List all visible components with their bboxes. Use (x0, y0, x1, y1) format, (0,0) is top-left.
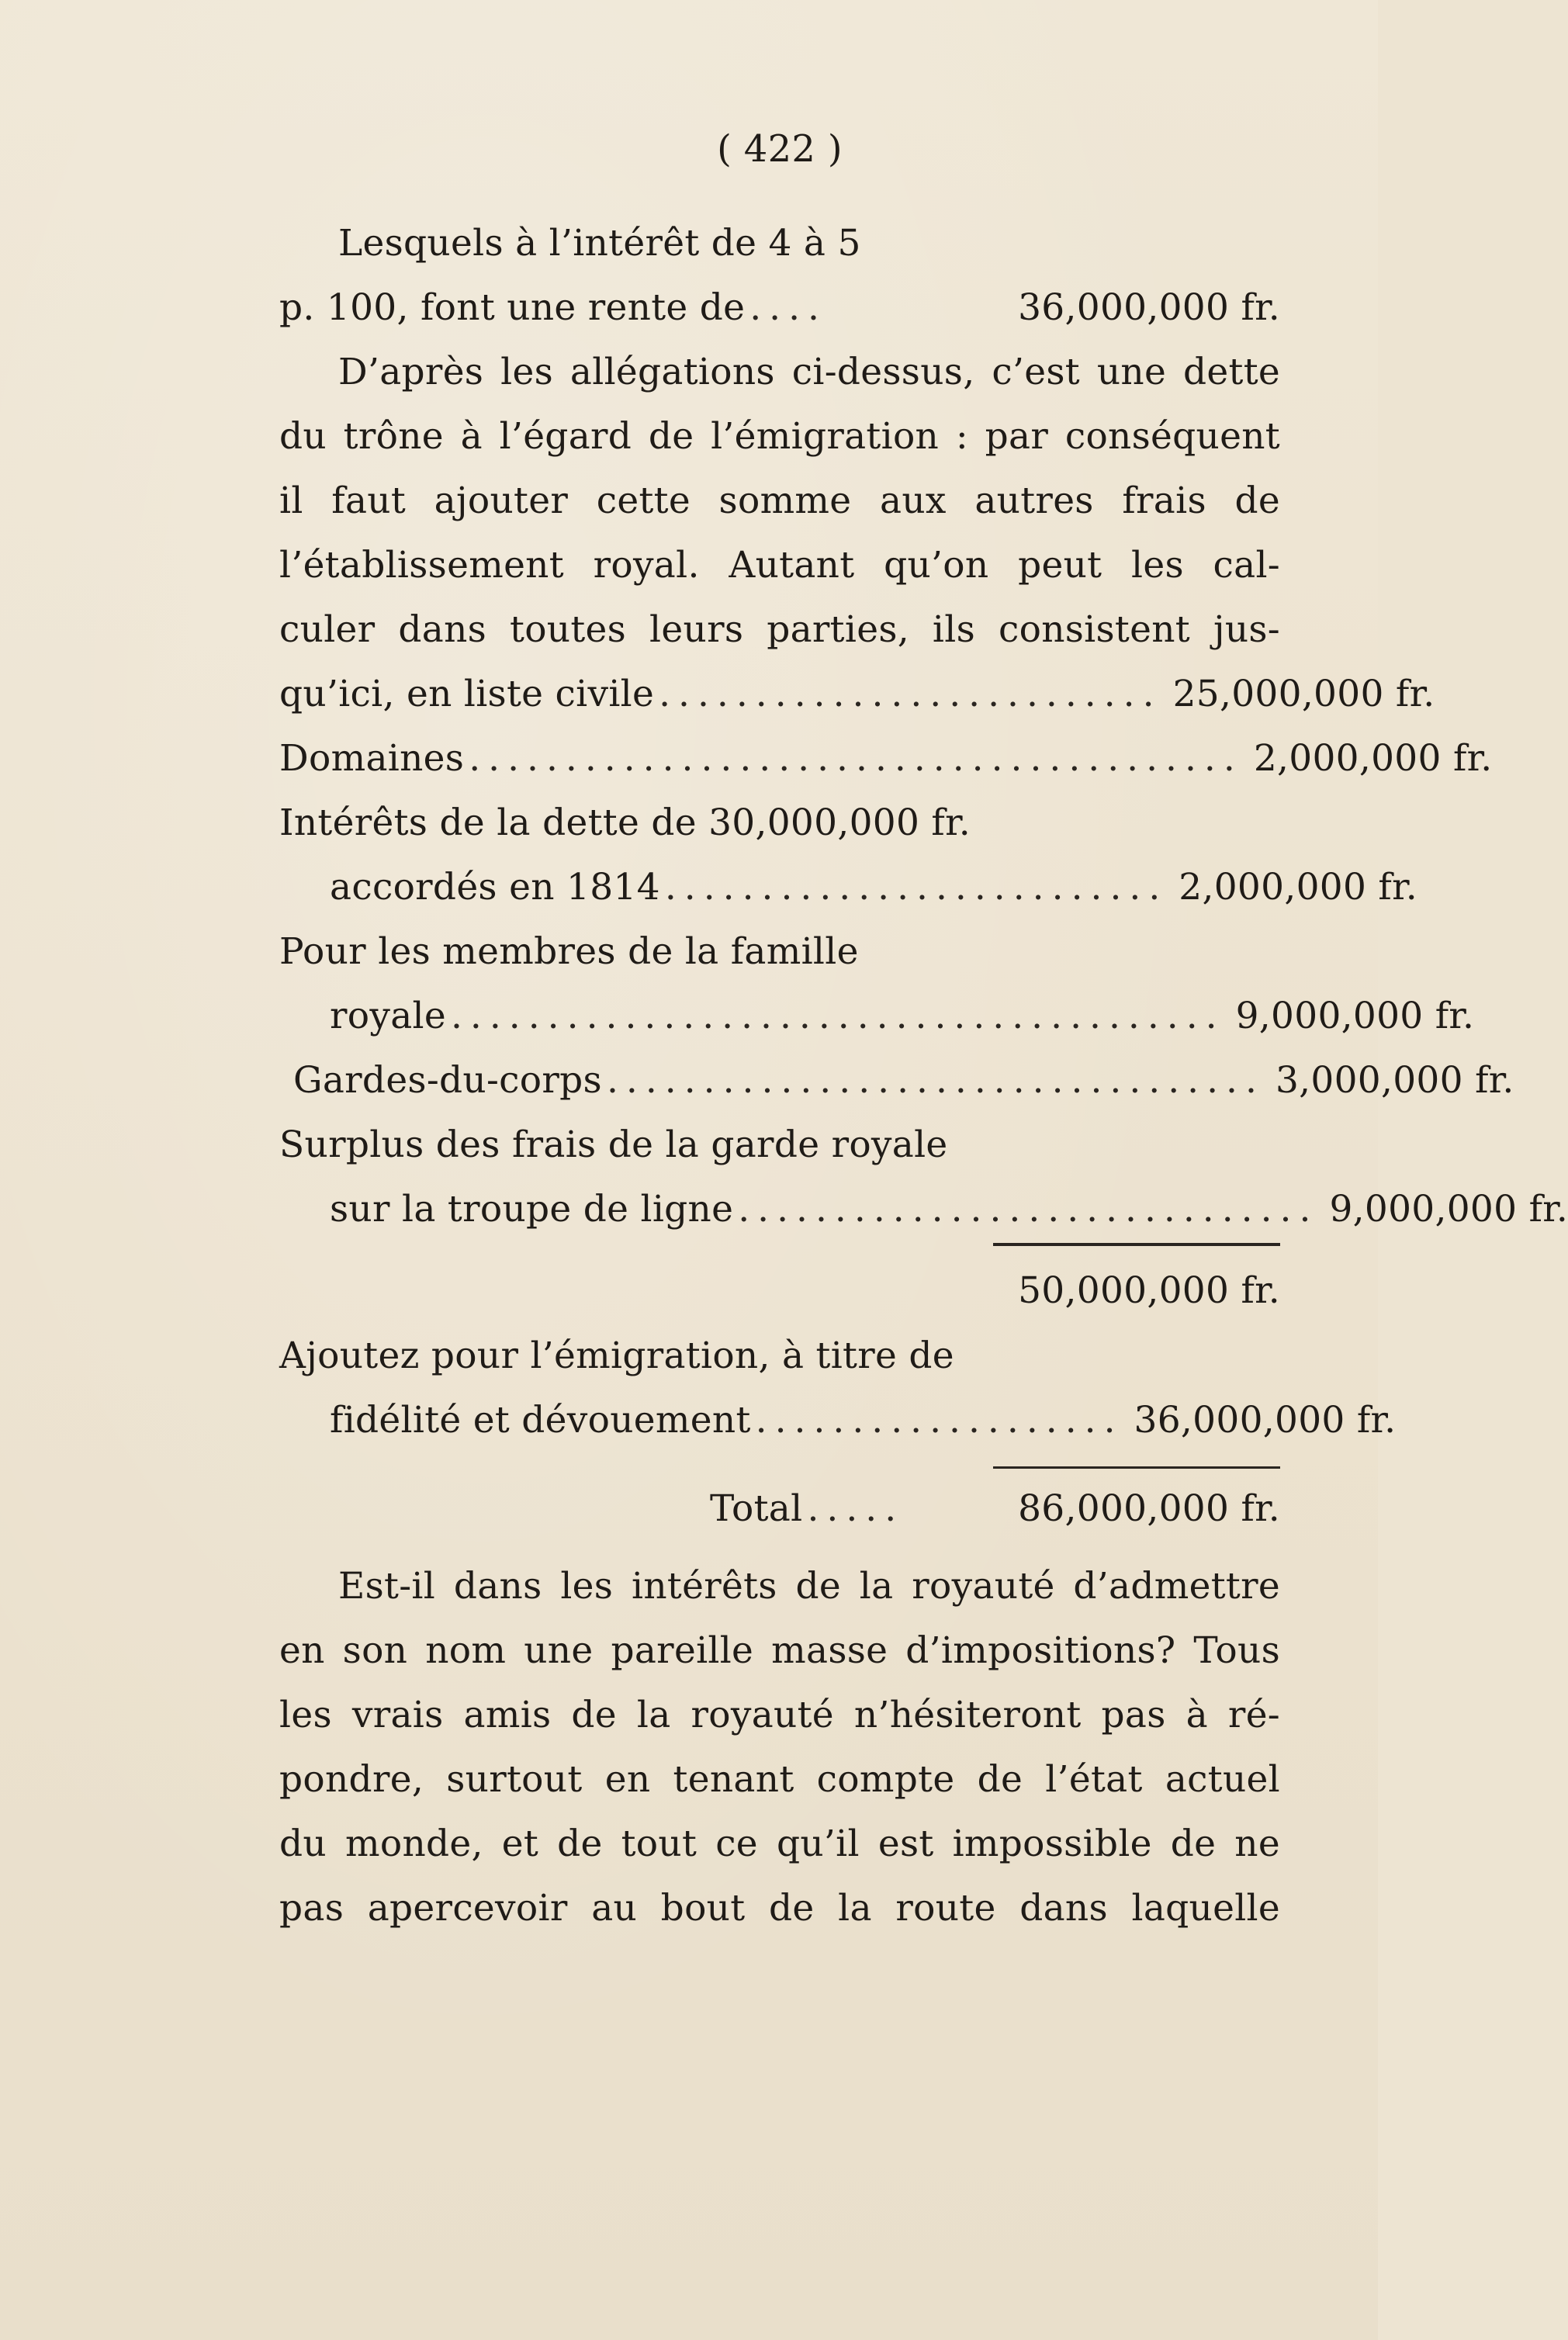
rente-label: p. 100, font une rente de (279, 286, 746, 329)
item-label-line: Intérêts de la dette de 30,000,000 fr. (279, 801, 971, 844)
item-label: Domaines (279, 737, 465, 780)
subtotal-amount: 50,000,000 fr. (1018, 1269, 1280, 1312)
rente-amount: 36,000,000 fr. (1018, 286, 1280, 329)
closing-line-1: Est-il dans les intérêts de la royauté d’admettre (338, 1565, 1280, 1608)
emigration-amount: 36,000,000 fr. (1134, 1399, 1397, 1442)
emigration-row (279, 1388, 1397, 1452)
item-label: accordés en 1814 (330, 866, 660, 909)
emigration-label-line: Ajoutez pour l’émigration, à titre de (279, 1334, 954, 1377)
text-line-5: il faut ajouter cette somme aux autres frais de (279, 479, 1280, 522)
total-row (279, 1476, 1280, 1541)
subtotal-rule (993, 1243, 1280, 1246)
text-line-4: du trône à l’égard de l’émigration : par conséquent (279, 415, 1280, 458)
text-line-3: D’après les allégations ci-dessus, c’est une dette (338, 351, 1280, 393)
total-rule (993, 1466, 1280, 1469)
item-amount: 9,000,000 fr. (1235, 995, 1475, 1037)
item-label: qu’ici, en liste civile (279, 673, 655, 715)
closing-line-6: pas apercevoir au bout de la route dans laquelle (279, 1887, 1280, 1930)
item-row-gardes-du-corps (279, 1048, 1514, 1113)
text-line-6: l’établissement royal. Autant qu’on peut les cal- (279, 544, 1280, 587)
leader-dots: ..... (807, 1487, 905, 1530)
item-row-domaines (279, 726, 1493, 791)
emigration-label: fidélité et dévouement (330, 1399, 751, 1442)
page-number: ( 422 ) (717, 127, 843, 171)
leader-dots: ........................................ (469, 737, 1243, 780)
item-label: sur la troupe de ligne (330, 1188, 734, 1231)
item-amount: 3,000,000 fr. (1275, 1059, 1514, 1102)
closing-line-5: du monde, et de tout ce qu’il est impossible de ne (279, 1822, 1280, 1865)
rente-row (279, 275, 1280, 340)
item-label: Gardes-du-corps (293, 1059, 602, 1102)
item-label-line: Pour les membres de la famille (279, 930, 859, 973)
item-amount: 25,000,000 fr. (1172, 673, 1435, 715)
item-row-liste-civile (279, 662, 1435, 726)
closing-line-3: les vrais amis de la royauté n’hésiteront pas à ré- (279, 1694, 1280, 1736)
item-amount: 2,000,000 fr. (1253, 737, 1493, 780)
item-label-line: Surplus des frais de la garde royale (279, 1123, 948, 1166)
item-label: royale (330, 995, 446, 1037)
leader-dots: .... (749, 286, 827, 329)
leader-dots: .......................... (659, 673, 1162, 715)
leader-dots: .................................. (606, 1059, 1265, 1102)
leader-dots: ........................................ (450, 995, 1225, 1037)
item-row-troupe-de-ligne (279, 1177, 1568, 1241)
item-amount: 9,000,000 fr. (1329, 1188, 1568, 1231)
total-amount: 86,000,000 fr. (1018, 1487, 1280, 1530)
item-amount: 2,000,000 fr. (1179, 866, 1417, 909)
text-line-1: Lesquels à l’intérêt de 4 à 5 (338, 222, 861, 265)
leader-dots: .............................. (738, 1188, 1319, 1231)
leader-dots: ................... (755, 1399, 1123, 1442)
total-label: Total (710, 1487, 803, 1530)
closing-line-2: en son nom une pareille masse d’impositions? Tous (279, 1629, 1280, 1672)
text-line-7: culer dans toutes leurs parties, ils consistent jus- (279, 608, 1280, 651)
item-row-famille-royale (279, 984, 1475, 1048)
item-row-interets (279, 855, 1417, 919)
closing-line-4: pondre, surtout en tenant compte de l’état actuel (279, 1758, 1280, 1801)
leader-dots: .......................... (664, 866, 1168, 909)
